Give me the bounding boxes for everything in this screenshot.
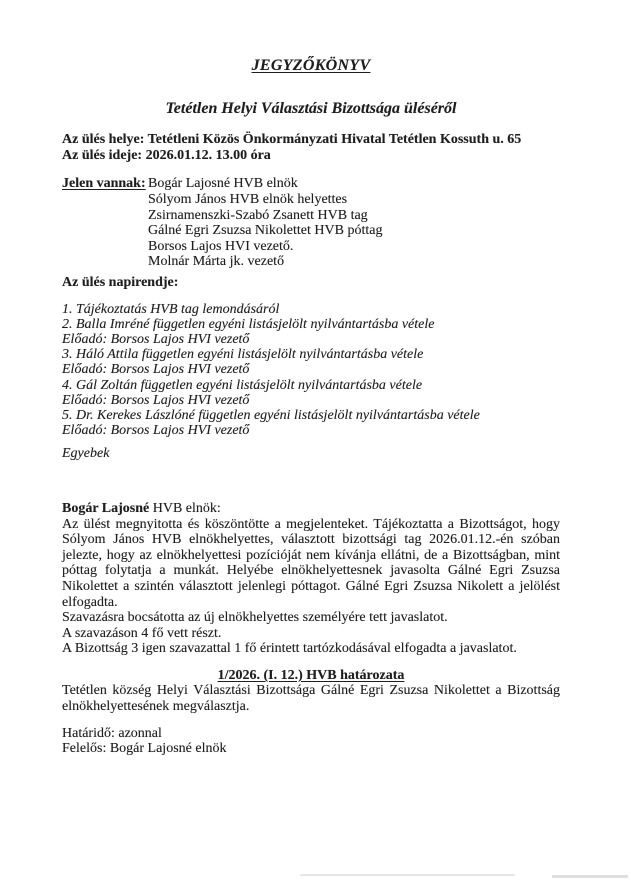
agenda-other-item: Egyebek: [62, 446, 110, 462]
scan-artifact: [552, 875, 628, 878]
attendee-line: Molnár Márta jk. vezető: [148, 254, 285, 270]
meeting-meta: [62, 132, 560, 163]
responsible-line: Felelős: Bogár Lajosné elnök: [62, 741, 227, 757]
minutes-paragraph: A Bizottság 3 igen szavazattal 1 fő érintett tartózkodásával elfogadta a javaslatot.: [62, 641, 517, 657]
attendees-label: Jelen vannak:: [62, 176, 146, 192]
attendee-line: Gálné Egri Zsuzsa Nikolettet HVB póttag: [148, 223, 383, 239]
resolution-body: Tetétlen község Helyi Választási Bizottsága Gálné Egri Zsuzsa Nikolettet a Bizottság elnökhelyettesének megválasztja.: [62, 683, 560, 715]
speaker-name: Bogár Lajosné: [62, 500, 150, 516]
document-subtitle: Tetétlen Helyi Választási Bizottsága üléséről: [165, 99, 457, 117]
agenda-presenter-line: Előadó: Borsos Lajos HVI vezető: [62, 423, 250, 439]
agenda-item: 4. Gál Zoltán független egyéni listásjelölt nyilvántartásba vétele: [62, 377, 423, 393]
minutes-paragraph: Szavazásra bocsátotta az új elnökhelyettes személyére tett javaslatot.: [62, 610, 448, 626]
attendees-list: [148, 176, 560, 270]
scan-artifact: [300, 874, 515, 876]
agenda-presenter-line: Előadó: Borsos Lajos HVI vezető: [62, 331, 250, 347]
agenda-presenter-line: Előadó: Borsos Lajos HVI vezető: [62, 392, 250, 408]
attendee-line: Bogár Lajosné HVB elnök: [148, 176, 298, 192]
meeting-location-line: Az ülés helye: Tetétleni Közös Önkormányzati Hivatal Tetétlen Kossuth u. 65: [62, 132, 522, 148]
resolution-footer: [62, 726, 560, 757]
speaker-role: HVB elnök:: [149, 500, 221, 516]
attendees-section: [62, 176, 560, 270]
resolution-heading-text: 1/2026. (I. 12.) HVB határozata: [217, 667, 405, 683]
attendee-line: Borsos Lajos HVI vezető.: [148, 238, 294, 254]
minutes-paragraph: Az ülést megnyitotta és köszöntötte a megjelenteket. Tájékoztatta a Bizottságot, hogy Sólyom János HVB elnökhelyettes, választott bizottsági tag 2026.01.12.-én szóban jelezte, hogy az elnökhelyettesi pozícióját nem kívánja ellátni, de a Bizottságban, mint póttag folytatja a munkát. Helyébe elnökhelyettesnek javasolta Gálné Egri Zsuzsa Nikolettet a szintén választott jelenlegi póttagot. Gálné Egri Zsuzsa Nikolett a jelölést elfogadta.: [62, 516, 560, 610]
agenda-item: 2. Balla Imréné független egyéni listásjelölt nyilvántartásba vétele: [62, 316, 435, 332]
speaker-line: [62, 501, 560, 517]
agenda-heading: Az ülés napirendje:: [62, 274, 179, 290]
attendee-line: Zsirnamenszki-Szabó Zsanett HVB tag: [148, 207, 368, 223]
document-title-text: JEGYZŐKÖNYV: [251, 57, 371, 74]
document-content: [62, 0, 560, 757]
agenda-item: 1. Tájékoztatás HVB tag lemondásáról: [62, 301, 280, 317]
resolution-heading: [62, 668, 560, 684]
attendee-line: Sólyom János HVB elnök helyettes: [148, 191, 348, 207]
agenda-item: 5. Dr. Kerekes Lászlóné független egyéni listásjelölt nyilvántartásba vétele: [62, 407, 480, 423]
agenda-list: [62, 302, 560, 439]
meeting-time-line: Az ülés ideje: 2026.01.12. 13.00 óra: [62, 147, 271, 163]
agenda-item: 3. Háló Attila független egyéni listásjelölt nyilvántartásba vétele: [62, 347, 424, 363]
agenda-presenter-line: Előadó: Borsos Lajos HVI vezető: [62, 362, 250, 378]
document-title: [62, 58, 560, 74]
deadline-line: Határidő: azonnal: [62, 725, 162, 741]
minutes-paragraph: A szavazáson 4 fő vett részt.: [62, 625, 222, 641]
